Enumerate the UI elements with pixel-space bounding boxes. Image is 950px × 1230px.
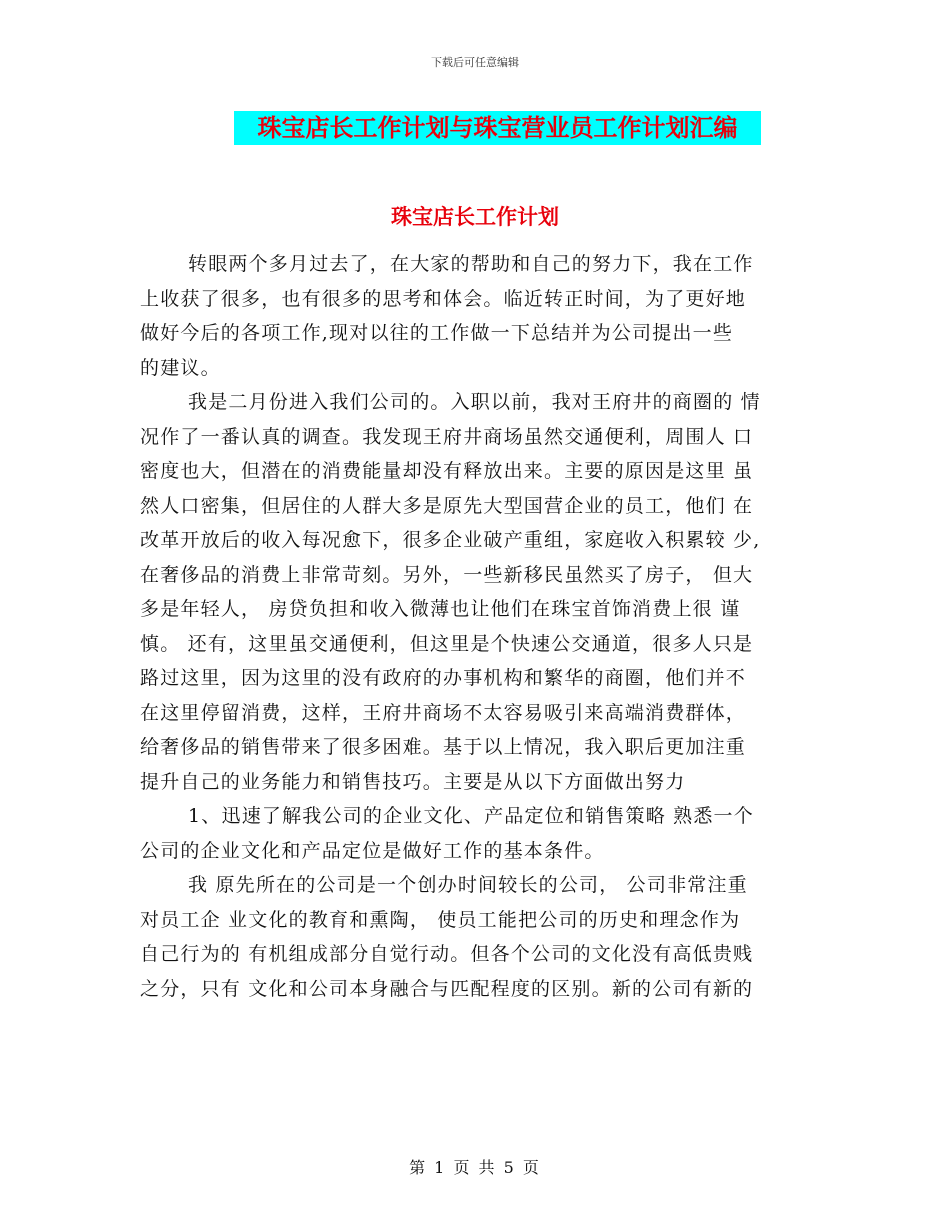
body-line: 上收获了很多，也有很多的思考和体会。临近转正时间，为了更好地 — [140, 287, 747, 310]
body-line: 公司的企业文化和产品定位是做好工作的基本条件。 — [140, 839, 605, 862]
body-line: 慎。 还有，这里虽交通便利，但这里是个快速公交通道，很多人只是 — [140, 632, 754, 655]
page-footer: 第 1 页 共 5 页 — [409, 1158, 541, 1177]
body-line: 之分，只有 文化和公司本身融合与匹配程度的区别。新的公司有新的 — [140, 977, 754, 1000]
body-line: 提升自己的业务能力和销售技巧。主要是从以下方面做出努力 — [140, 770, 686, 793]
section-title: 珠宝店长工作计划 — [391, 205, 559, 229]
body-line: 我是二月份进入我们公司的。入职以前，我对王府井的商圈的 情 — [188, 391, 761, 413]
body-line: 路过这里，因为这里的没有政府的办事机构和繁华的商圈，他们并不 — [140, 667, 747, 689]
body-text — [140, 247, 820, 1006]
body-line: 在这里停留消费，这样，王府井商场不太容易吸引来高端消费群体， — [140, 701, 747, 724]
body-line: 自己行为的 有机组成部分自觉行动。但各个公司的文化没有高低贵贱 — [140, 943, 754, 965]
body-line: 1、迅速了解我公司的企业文化、产品定位和销售策略 熟悉一个 — [188, 805, 754, 827]
body-line: 转眼两个多月过去了，在大家的帮助和自己的努力下，我在工作 — [188, 253, 754, 275]
body-line: 改革开放后的收入每况愈下，很多企业破产重组，家庭收入积累较 少, — [140, 529, 761, 551]
body-line: 在奢侈品的消费上非常苛刻。另外，一些新移民虽然买了房子， 但大 — [140, 563, 754, 586]
body-line: 做好今后的各项工作,现对以往的工作做一下总结并为公司提出一些 — [140, 322, 734, 344]
body-line: 的建议。 — [140, 356, 221, 379]
body-line: 况作了一番认真的调查。我发现王府井商场虽然交通便利，周围人 口 — [140, 425, 754, 448]
header-note: 下载后可任意编辑 — [431, 56, 519, 69]
body-line: 多是年轻人， 房贷负担和收入微薄也让他们在珠宝首饰消费上很 谨 — [140, 598, 741, 620]
body-line: 给奢侈品的销售带来了很多困难。基于以上情况，我入职后更加注重 — [140, 736, 747, 758]
body-line: 密度也大，但潜在的消费能量却没有释放出来。主要的原因是这里 虽 — [140, 460, 754, 482]
document-title: 珠宝店长工作计划与珠宝营业员工作计划汇编 — [234, 111, 761, 145]
body-line: 然人口密集，但居住的人群大多是原先大型国营企业的员工，他们 在 — [140, 494, 754, 517]
body-line: 对员工企 业文化的教育和熏陶， 使员工能把公司的历史和理念作为 — [140, 908, 741, 931]
body-line: 我 原先所在的公司是一个创办时间较长的公司， 公司非常注重 — [188, 874, 748, 896]
